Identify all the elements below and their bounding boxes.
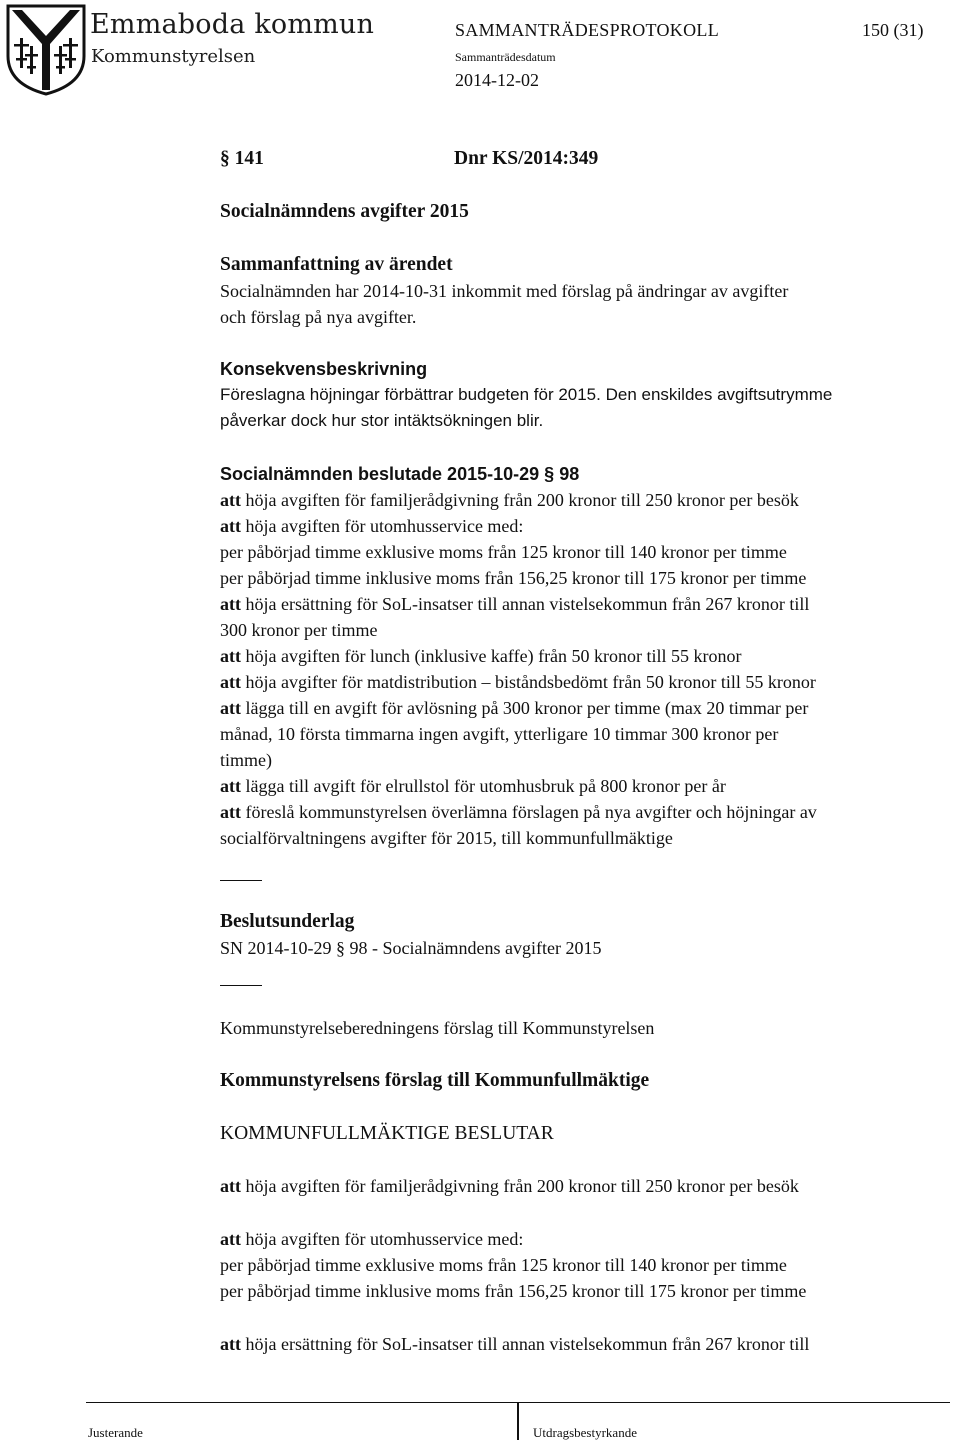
basis-section bbox=[220, 909, 955, 961]
council-decides-heading: KOMMUNFULLMÄKTIGE BESLUTAR bbox=[220, 1123, 554, 1144]
item-number: 141 bbox=[234, 148, 264, 169]
decision-heading: Socialnämnden beslutade 2015-10-29 § 98 bbox=[220, 464, 580, 484]
section-sign: § bbox=[336, 938, 345, 958]
section-sign: § bbox=[544, 464, 555, 484]
item-title: Socialnämndens avgifter 2015 bbox=[220, 201, 469, 222]
certification-signature-label: Utdragsbestyrkande bbox=[533, 1425, 637, 1440]
municipality-logo bbox=[6, 4, 86, 96]
decision-line: att höja avgiften för lunch (inklusive kaffe) från 50 kronor till 55 kronor bbox=[220, 646, 742, 666]
decision-line: att höja avgiften för utomhusservice med: bbox=[220, 516, 524, 536]
section-sign: § bbox=[220, 148, 230, 169]
council-line: per påbörjad timme exklusive moms från 125 kronor till 140 kronor per timme bbox=[220, 1255, 787, 1275]
department-name: Kommunstyrelsen bbox=[91, 46, 256, 67]
decision-line: att höja avgiften för familjerådgivning från 200 kronor till 250 kronor per besök bbox=[220, 490, 799, 510]
board-proposal: Kommunstyrelsens förslag till Kommunfullmäktige bbox=[220, 1070, 650, 1091]
summary-line: och förslag på nya avgifter. bbox=[220, 307, 417, 327]
decision-line: socialförvaltningens avgifter för 2015, till kommunfullmäktige bbox=[220, 828, 673, 848]
council-lines bbox=[220, 1226, 955, 1304]
consequence-heading: Konsekvensbeskrivning bbox=[220, 359, 428, 379]
meeting-date-label: Sammanträdesdatum bbox=[455, 50, 556, 64]
decision-lines bbox=[220, 487, 955, 851]
basis-line: SN 2014-10-29 § 98 - Socialnämndens avgifter 2015 bbox=[220, 938, 602, 958]
decision-section bbox=[220, 461, 955, 487]
decision-line: per påbörjad timme inklusive moms från 156,25 kronor till 175 kronor per timme bbox=[220, 568, 807, 588]
council-line: att höja avgiften för utomhusservice med: bbox=[220, 1229, 524, 1249]
council-line: per påbörjad timme inklusive moms från 156,25 kronor till 175 kronor per timme bbox=[220, 1281, 807, 1301]
summary-heading: Sammanfattning av ärendet bbox=[220, 254, 453, 275]
decision-line: att lägga till en avgift för avlösning på 300 kronor per timme (max 20 timmar per bbox=[220, 698, 809, 718]
decision-line: att höja ersättning för SoL-insatser till annan vistelsekommun från 267 kronor till bbox=[220, 594, 810, 614]
adjuster-signature-label: Justerande bbox=[88, 1425, 143, 1440]
consequence-line: påverkar dock hur stor intäktsökningen blir. bbox=[220, 411, 544, 430]
decision-line: att lägga till avgift för elrullstol för utomhusbruk på 800 kronor per år bbox=[220, 776, 726, 796]
consequence-line: Föreslagna höjningar förbättrar budgeten för 2015. Den enskildes avgiftsutrymme bbox=[220, 385, 833, 404]
meeting-date: 2014-12-02 bbox=[455, 70, 539, 90]
basis-heading: Beslutsunderlag bbox=[220, 911, 355, 932]
council-line: att höja ersättning för SoL-insatser till annan vistelsekommun från 267 kronor till bbox=[220, 1334, 810, 1354]
separator-dash bbox=[220, 985, 262, 986]
document-type: SAMMANTRÄDESPROTOKOLL bbox=[455, 20, 719, 40]
page-number: 150 (31) bbox=[862, 20, 924, 40]
decision-line: månad, 10 första timmarna ingen avgift, ytterligare 10 timmar 300 kronor per bbox=[220, 724, 779, 744]
decision-line: per påbörjad timme exklusive moms från 125 kronor till 140 kronor per timme bbox=[220, 542, 787, 562]
consequence-section bbox=[220, 356, 955, 434]
separator-dash bbox=[220, 880, 262, 881]
council-line: att höja avgiften för familjerådgivning från 200 kronor till 250 kronor per besök bbox=[220, 1176, 799, 1196]
organization-name: Emmaboda kommun bbox=[90, 9, 375, 40]
item-heading bbox=[220, 146, 955, 172]
decision-line: att föreslå kommunstyrelsen överlämna förslagen på nya avgifter och höjningar av bbox=[220, 802, 817, 822]
diary-number: Dnr KS/2014:349 bbox=[454, 148, 599, 169]
decision-line: timme) bbox=[220, 750, 272, 770]
summary-line: Socialnämnden har 2014-10-31 inkommit med förslag på ändringar av avgifter bbox=[220, 281, 789, 301]
decision-line: 300 kronor per timme bbox=[220, 620, 378, 640]
decision-line: att höja avgifter för matdistribution – biståndsbedömt från 50 kronor till 55 kronor bbox=[220, 672, 816, 692]
summary-section bbox=[220, 252, 955, 330]
committee-proposal: Kommunstyrelseberedningens förslag till Kommunstyrelsen bbox=[220, 1018, 655, 1038]
footer-divider bbox=[517, 1402, 519, 1440]
